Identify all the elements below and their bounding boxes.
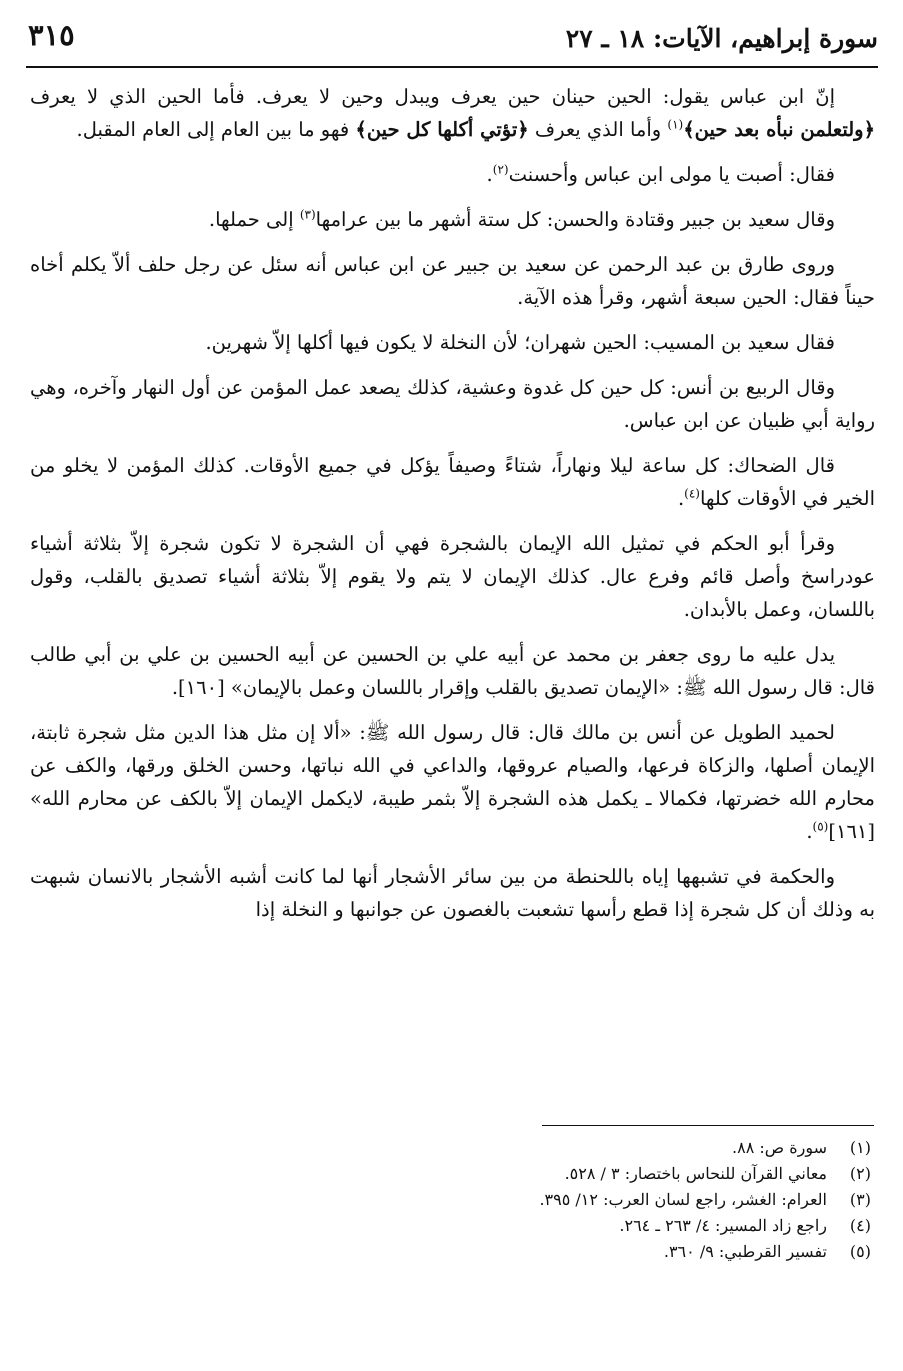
body-paragraph xyxy=(30,326,875,359)
footnote-text: تفسير القرطبي: ٩/ ٣٦٠. xyxy=(663,1242,827,1261)
footnote-text: معاني القرآن للنحاس باختصار: ٣ / ٥٢٨. xyxy=(564,1164,827,1183)
footnote-text: سورة ص: ٨٨. xyxy=(732,1138,827,1157)
paragraph-text: لحميد الطويل عن أنس بن مالك قال: قال رسول الله ﷺ: «ألا إن مثل هذا الدين مثل شجرة ثابتة، الإيمان أصلها، والزكاة فرعها، والصيام عروقها، والداعي في الله نباتها، وحسن الخلق ورقها، والكف عن محارم الله خضرتها، فكمالا ـ يكمل هذه الشجرة إلاّ بثمر طيبة، لايكمل الإيمان إلاّ بالكف عن محارم الله» [١٦١] xyxy=(30,721,875,843)
paragraph-text: فهو ما بين العام إلى العام المقبل. xyxy=(76,118,356,141)
footnote-marker: (٥) xyxy=(812,819,829,834)
body-paragraph xyxy=(30,527,875,626)
paragraph-text: وقال سعيد بن جبير وقتادة والحسن: كل ستة أشهر ما بين عرامها xyxy=(315,208,835,231)
paragraph-text: إنّ ابن عباس يقول: الحين حينان حين يعرف ويبدل وحين لا يعرف. فأما الحين الذي لا يعرف xyxy=(30,85,835,108)
paragraph-text: وروى طارق بن عبد الرحمن عن سعيد بن جبير عن ابن عباس أنه سئل عن رجل حلف ألاّ يكلم أخاه حيناً فقال: الحين سبعة أشهر، وقرأ هذه الآية. xyxy=(30,253,875,309)
footnote xyxy=(271,1161,871,1187)
paragraph-text: . xyxy=(677,487,685,510)
paragraph-text: وقرأ أبو الحكم في تمثيل الله الإيمان بالشجرة فهي أن الشجرة لا تكون شجرة إلاّ بثلاثة أشياء عودراسخ وأصل قائم وفرع عال. كذلك الإيمان لا يتم ولا يقوم إلاّ بثلاثة أشياء تصديق بالقلب، وقول باللسان، وعمل بالأبدان. xyxy=(30,532,875,621)
footnote-number: (٤) xyxy=(849,1216,871,1235)
running-title: سورة إبراهيم، الآيات: ١٨ ـ ٢٧ xyxy=(565,24,878,53)
paragraph-text: فقال سعيد بن المسيب: الحين شهران؛ لأن النخلة لا يكون فيها أكلها إلاّ شهرين. xyxy=(205,331,835,354)
paragraph-text: . xyxy=(806,820,813,843)
body-paragraph xyxy=(30,158,875,191)
footnote xyxy=(271,1135,871,1161)
body-paragraph xyxy=(30,248,875,314)
paragraph-text: قال الضحاك: كل ساعة ليلا ونهاراً، شتاءً وصيفاً يؤكل في جميع الأوقات. كذلك المؤمن لا يخلو من الخير في الأوقات كلها xyxy=(30,454,875,510)
body-paragraph xyxy=(30,371,875,437)
body-paragraph xyxy=(30,80,875,146)
quran-quote: ﴿ولتعلمن نبأه بعد حين﴾ xyxy=(683,118,875,141)
body-paragraph xyxy=(30,449,875,515)
footnote-text: العرام: الغشر، راجع لسان العرب: ١٢/ ٣٩٥. xyxy=(539,1190,827,1209)
footnote-text: راجع زاد المسير: ٤/ ٢٦٣ ـ ٢٦٤. xyxy=(619,1216,827,1235)
paragraph-text: والحكمة في تشبهها إياه باللحنطة من بين سائر الأشجار أنها لما كانت أشبه الأشجار بالانسان شبهت به وذلك أن كل شجرة إذا قطع رأسها تشعبت بالغصون عن جوانبها و النخلة إذا xyxy=(30,865,875,921)
body-paragraph xyxy=(30,860,875,926)
paragraph-text: وأما الذي يعرف xyxy=(528,118,668,141)
footnote-marker: (٣) xyxy=(299,207,316,222)
body-paragraph xyxy=(30,203,875,236)
footnote xyxy=(271,1213,871,1239)
paragraph-text: فقال: أصبت يا مولى ابن عباس وأحسنت xyxy=(508,163,835,186)
footnote-marker: (١) xyxy=(667,117,684,132)
main-text xyxy=(30,80,875,938)
quran-quote: ﴿تؤتي أكلها كل حين﴾ xyxy=(355,118,529,141)
paragraph-text: إلى حملها. xyxy=(208,208,300,231)
paragraph-text: . xyxy=(486,163,493,186)
footnote-number: (١) xyxy=(849,1138,871,1157)
paragraph-text: يدل عليه ما روى جعفر بن محمد عن أبيه علي بن الحسين عن أبيه الحسين بن علي بن أبي طالب قال: قال رسول الله ﷺ: «الإيمان تصديق بالقلب وإقرار باللسان وعمل بالإيمان» [١٦٠]. xyxy=(30,643,875,699)
footnote-number: (٢) xyxy=(849,1164,871,1183)
footnote xyxy=(271,1187,871,1213)
footnote-marker: (٤) xyxy=(684,486,700,501)
footnote xyxy=(271,1239,871,1265)
footnote-number: (٥) xyxy=(849,1242,871,1261)
header-rule xyxy=(26,66,878,68)
footnote-number: (٣) xyxy=(849,1190,871,1209)
body-paragraph xyxy=(30,638,875,704)
footnotes xyxy=(271,1135,871,1265)
paragraph-text: وقال الربيع بن أنس: كل حين كل غدوة وعشية، كذلك يصعد عمل المؤمن عن أول النهار وآخره، وهي رواية أبي ظبيان عن ابن عباس. xyxy=(30,376,875,432)
body-paragraph xyxy=(30,716,875,848)
footnote-separator xyxy=(542,1125,874,1126)
footnote-marker: (٢) xyxy=(492,162,509,177)
page-header xyxy=(28,14,878,66)
page-number: ٣١٥ xyxy=(28,18,75,52)
